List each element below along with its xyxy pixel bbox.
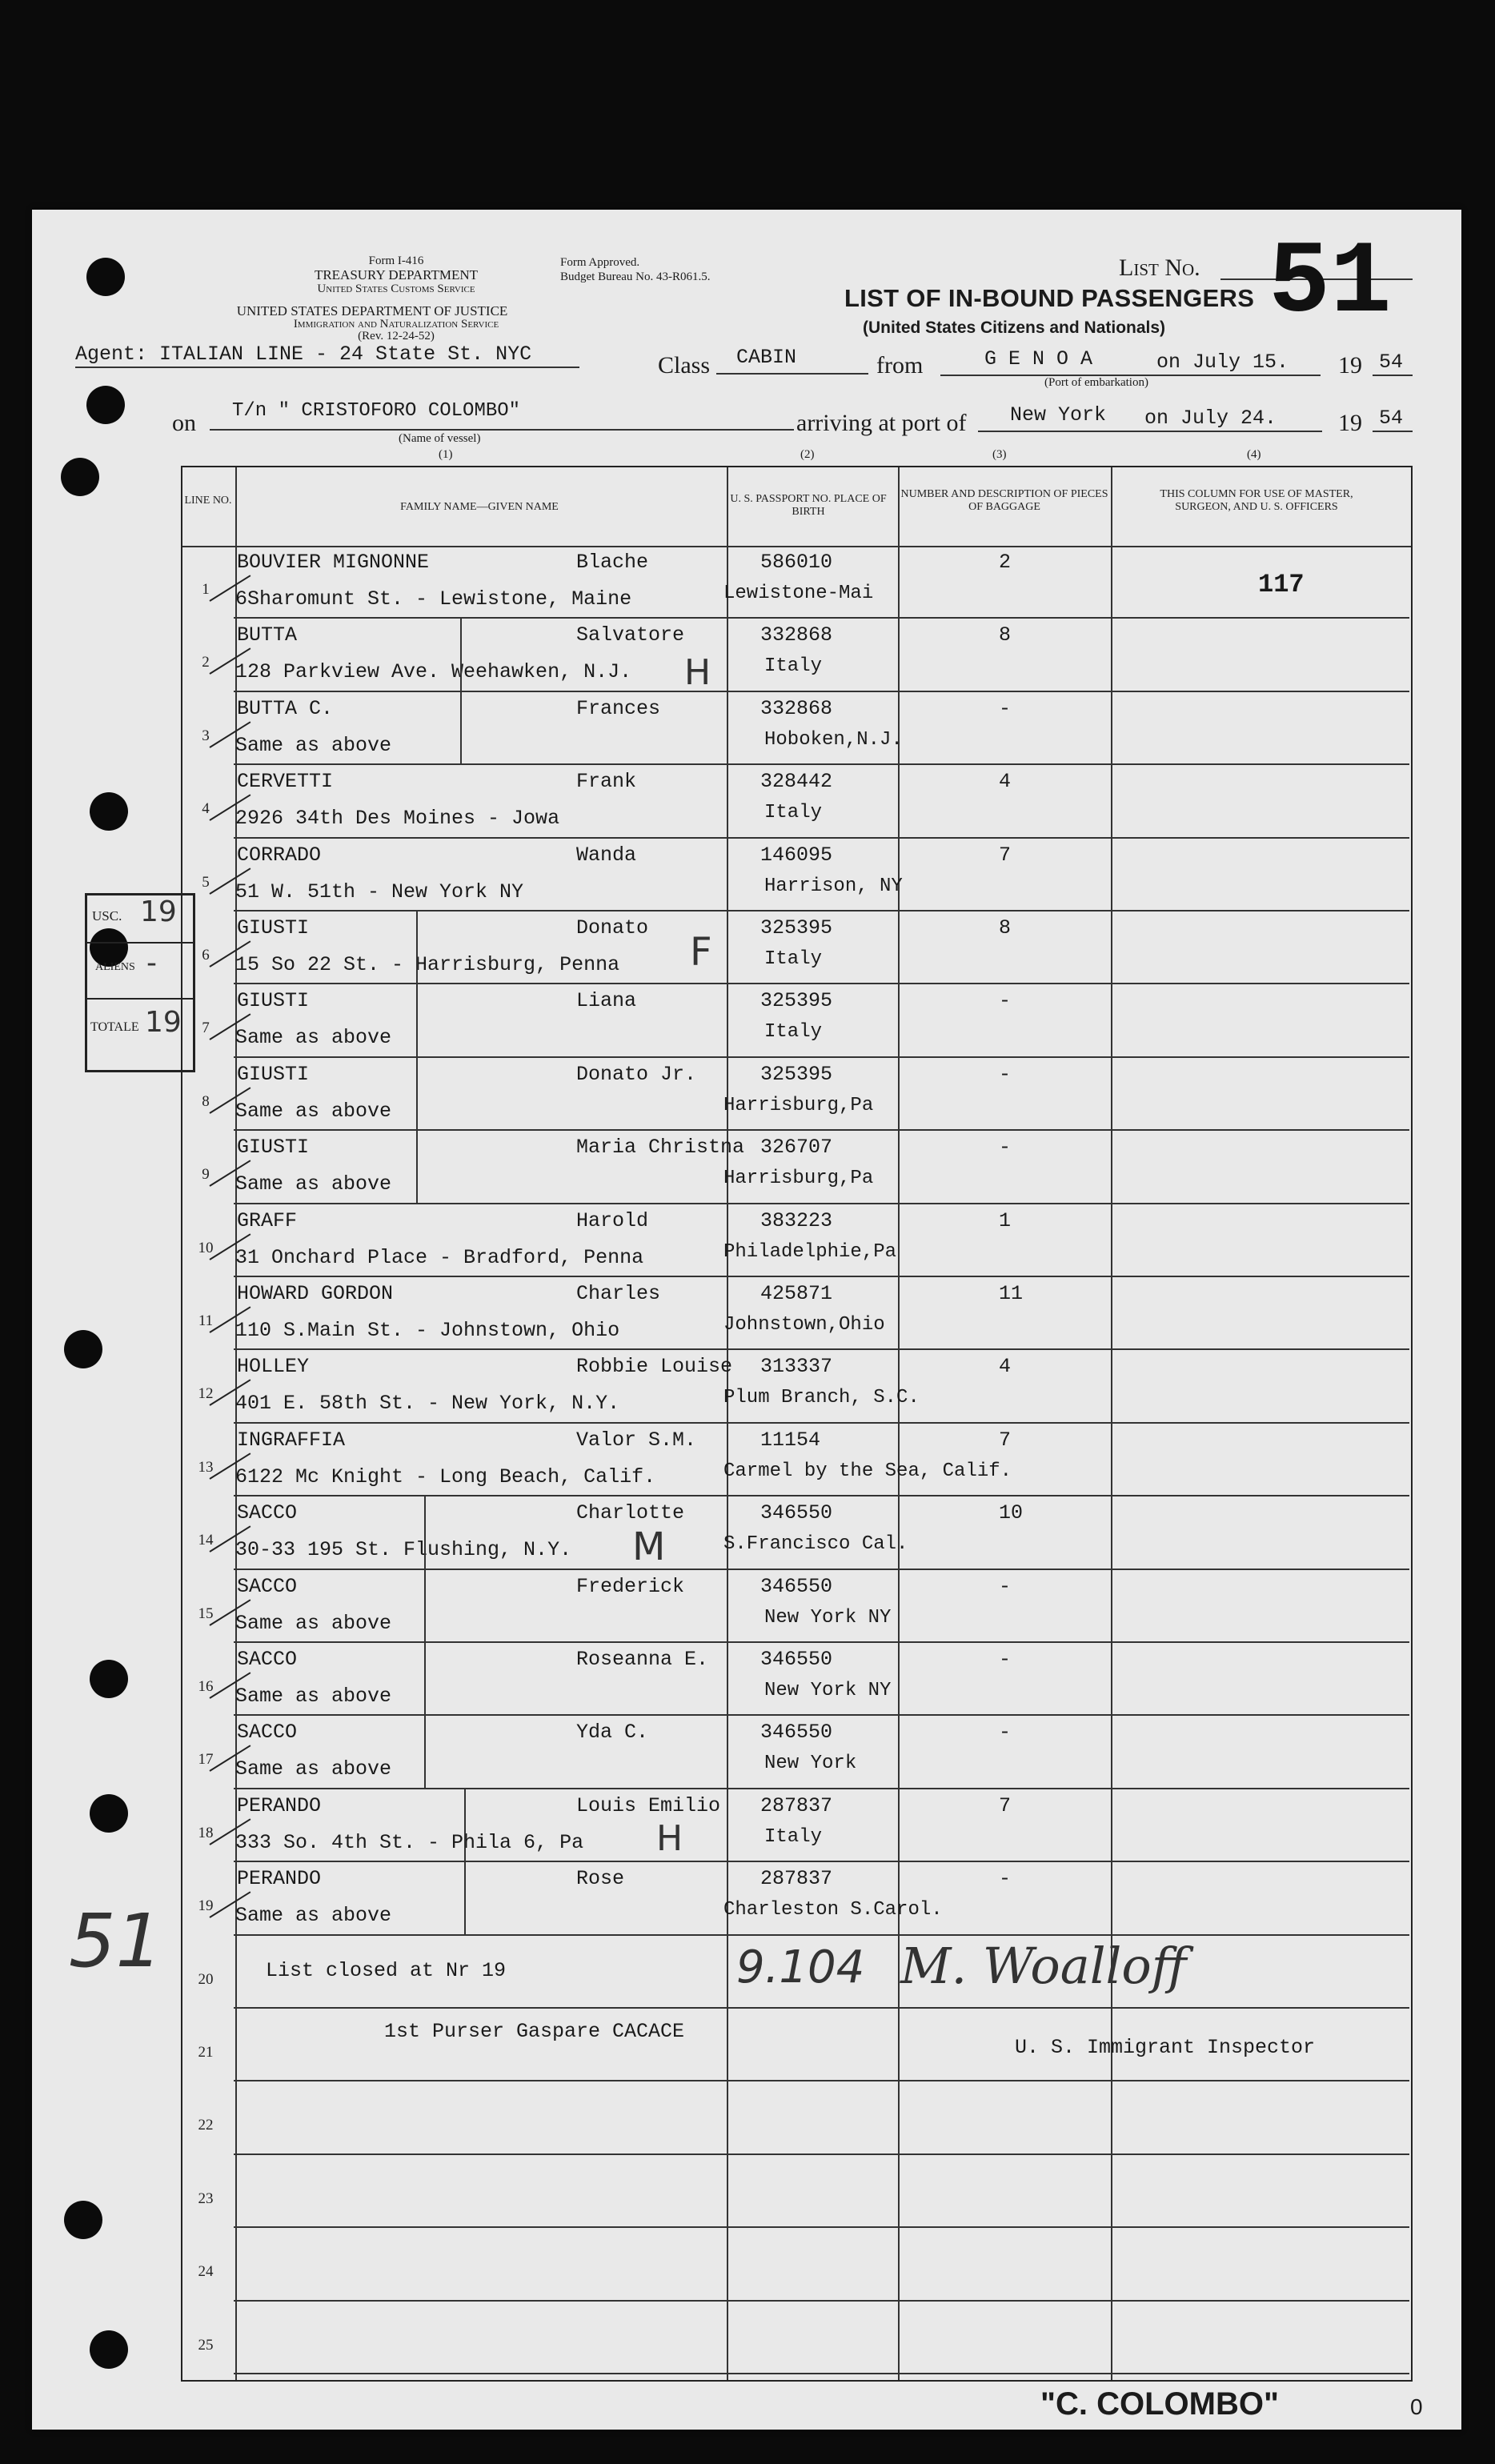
vessel-name: T/n " CRISTOFORO COLOMBO" — [232, 400, 521, 422]
col-4-number: (4) — [1247, 448, 1261, 461]
place-of-birth: S.Francisco Cal. — [723, 1533, 908, 1556]
passenger-address: Same as above — [235, 1685, 392, 1708]
place-of-birth: Italy — [764, 655, 823, 678]
agent-underline — [75, 367, 579, 368]
baggage-count: 2 — [999, 551, 1012, 574]
row-divider — [234, 1641, 1409, 1643]
line-number: 20 — [198, 1970, 214, 1988]
passport-number: 425871 — [760, 1282, 833, 1305]
passenger-address: Same as above — [235, 1611, 392, 1635]
arrival-underline — [978, 431, 1322, 432]
punch-hole — [64, 1330, 102, 1368]
col-2-number: (2) — [800, 448, 815, 461]
line-number: 22 — [198, 2117, 214, 2134]
arriving-label: arriving at port of — [796, 410, 967, 436]
passenger-given-name: Donato — [576, 916, 649, 940]
passport-number: 586010 — [760, 551, 833, 574]
passenger-family-name: GRAFF — [237, 1208, 298, 1232]
punch-hole — [86, 386, 125, 424]
passport-header: U. S. PASSPORT NO. PLACE OF BIRTH — [730, 493, 887, 518]
col-divider — [898, 467, 900, 2380]
passenger-address: 6122 Mc Knight - Long Beach, Calif. — [235, 1464, 656, 1488]
line-number: 25 — [198, 2336, 214, 2354]
list-no-label: List No. — [1119, 254, 1200, 281]
place-of-birth: Italy — [764, 802, 823, 824]
line-number: 7 — [202, 1020, 210, 1037]
row-divider — [234, 617, 1409, 619]
inspector-signature: M. Woalloff — [900, 1937, 1187, 1995]
class-label: Class — [658, 352, 711, 379]
inspector-code: 9.104 — [736, 1941, 865, 1993]
baggage-count: 4 — [999, 770, 1012, 794]
officers-header: THIS COLUMN FOR USE OF MASTER, SURGEON, AND U. S. OFFICERS — [1160, 488, 1353, 513]
line-number: 21 — [198, 2044, 214, 2061]
line-number: 11 — [198, 1312, 214, 1329]
passenger-family-name: SACCO — [237, 1574, 298, 1598]
row-divider — [234, 2007, 1409, 2009]
passenger-family-name: CERVETTI — [237, 770, 334, 794]
class-underline — [716, 373, 868, 375]
passport-number: 332868 — [760, 623, 833, 647]
mark-f: F — [690, 930, 712, 975]
place-of-birth: Harrisburg,Pa — [723, 1094, 874, 1116]
place-of-birth: Carmel by the Sea, Calif. — [723, 1460, 1012, 1482]
passenger-family-name: BUTTA — [237, 623, 298, 647]
passenger-given-name: Frederick — [576, 1574, 685, 1598]
line-number: 15 — [198, 1605, 214, 1622]
passenger-address: 6Sharomunt St. - Lewistone, Maine — [235, 587, 632, 611]
budget-bureau: Budget Bureau No. 43-R061.5. — [560, 270, 711, 283]
passport-number: 325395 — [760, 1062, 833, 1086]
baggage-count: 10 — [999, 1501, 1024, 1525]
line-number: 23 — [198, 2190, 214, 2207]
col-divider — [727, 467, 728, 2380]
passport-number: 346550 — [760, 1574, 833, 1598]
passenger-address: Same as above — [235, 1172, 392, 1196]
baggage-count: 11 — [999, 1282, 1024, 1305]
arrival-date: on July 24. — [1144, 407, 1277, 430]
list-title: LIST OF IN-BOUND PASSENGERS — [844, 284, 1255, 312]
passenger-address: Same as above — [235, 1904, 392, 1928]
punch-hole — [86, 258, 125, 296]
family-bracket — [460, 617, 462, 763]
year-value: 54 — [1379, 351, 1404, 374]
passenger-family-name: CORRADO — [237, 843, 322, 867]
passenger-given-name: Wanda — [576, 843, 637, 867]
baggage-count: - — [999, 1574, 1012, 1598]
justice-dept: UNITED STATES DEPARTMENT OF JUSTICE — [236, 303, 508, 319]
row-divider — [234, 1203, 1409, 1204]
baggage-count: 4 — [999, 1355, 1012, 1379]
place-of-birth: Lewistone-Mai — [723, 583, 874, 604]
passenger-family-name: GIUSTI — [237, 916, 310, 940]
line-number: 12 — [198, 1385, 214, 1403]
line-number: 18 — [198, 1824, 214, 1841]
passport-number: 383223 — [760, 1208, 833, 1232]
passenger-address: 51 W. 51th - New York NY — [235, 879, 524, 903]
footer-digit: 0 — [1410, 2394, 1423, 2419]
line-number: 9 — [202, 1166, 210, 1184]
baggage-count: 7 — [999, 1793, 1012, 1817]
year2-prefix: 19 — [1338, 410, 1362, 436]
from-label: from — [876, 352, 924, 379]
mark-h: H — [684, 652, 711, 693]
class-value: CABIN — [736, 346, 797, 369]
place-of-birth: Plum Branch, S.C. — [723, 1387, 920, 1409]
row-divider — [234, 2373, 1409, 2374]
passport-number: 325395 — [760, 989, 833, 1013]
passenger-given-name: Liana — [576, 989, 637, 1013]
passenger-address: 2926 34th Des Moines - Jowa — [235, 807, 560, 831]
passenger-address: 333 So. 4th St. - Phila 6, Pa — [235, 1830, 584, 1854]
passenger-given-name: Roseanna E. — [576, 1648, 709, 1671]
baggage-count: - — [999, 1721, 1012, 1745]
line-number: 1 — [202, 581, 210, 598]
row-divider — [234, 1495, 1409, 1496]
row-divider — [234, 2080, 1409, 2081]
stamp-usc-value: 19 — [140, 895, 177, 928]
row-divider — [234, 1714, 1409, 1716]
stamp-divider — [87, 942, 193, 944]
line-number: 13 — [198, 1458, 214, 1476]
passport-number: 328442 — [760, 770, 833, 794]
line-number: 3 — [202, 727, 210, 744]
passenger-given-name: Charlotte — [576, 1501, 685, 1525]
passenger-address: Same as above — [235, 1757, 392, 1781]
passenger-given-name: Frank — [576, 770, 637, 794]
passenger-given-name: Salvatore — [576, 623, 685, 647]
purser-name: 1st Purser Gaspare CACACE — [384, 2020, 685, 2043]
passport-number: 346550 — [760, 1721, 833, 1745]
passenger-family-name: INGRAFFIA — [237, 1428, 346, 1452]
passenger-given-name: Charles — [576, 1282, 661, 1305]
from-value: G E N O A — [984, 347, 1093, 371]
header-divider — [182, 546, 1411, 547]
place-of-birth: Hoboken,N.J. — [764, 728, 903, 751]
line-no-header: LINE NO. — [184, 495, 232, 507]
place-of-birth: New York NY — [764, 1680, 892, 1701]
place-of-birth: New York NY — [764, 1606, 892, 1629]
place-of-birth: Italy — [764, 948, 823, 970]
baggage-count: - — [999, 1062, 1012, 1086]
passenger-family-name: BOUVIER MIGNONNE — [237, 551, 430, 574]
place-of-birth: Italy — [764, 1825, 823, 1848]
year2-underline — [1373, 431, 1413, 432]
col-3-number: (3) — [992, 448, 1007, 461]
passenger-family-name: SACCO — [237, 1721, 298, 1745]
passenger-address: Same as above — [235, 733, 392, 757]
margin-number: 51 — [69, 1898, 163, 1984]
place-of-birth: New York — [764, 1753, 857, 1775]
line-number: 8 — [202, 1092, 210, 1110]
customs-service: United States Customs Service — [317, 282, 475, 295]
baggage-count: 8 — [999, 623, 1012, 647]
passenger-given-name: Frances — [576, 696, 661, 720]
row-divider — [234, 1788, 1409, 1789]
year-underline — [1373, 375, 1413, 376]
on-label: on — [172, 410, 196, 436]
baggage-count: - — [999, 696, 1012, 720]
family-bracket — [416, 910, 418, 1203]
passenger-address: 15 So 22 St. - Harrisburg, Penna — [235, 953, 620, 976]
stamp-aliens-label: ALIENS — [95, 961, 135, 973]
passenger-address: 401 E. 58th St. - New York, N.Y. — [235, 1392, 620, 1416]
row-divider — [234, 1569, 1409, 1570]
col-divider — [1111, 467, 1112, 2380]
passenger-family-name: HOWARD GORDON — [237, 1282, 394, 1305]
baggage-count: - — [999, 989, 1012, 1013]
passenger-address: Same as above — [235, 1099, 392, 1123]
revision: (Rev. 12-24-52) — [358, 330, 435, 343]
row-divider — [234, 2226, 1409, 2228]
passport-number: 332868 — [760, 696, 833, 720]
port-caption: (Port of embarkation) — [1044, 376, 1148, 389]
punch-hole — [90, 2330, 128, 2369]
inspector-title: U. S. Immigrant Inspector — [1015, 2036, 1316, 2059]
passenger-given-name: Maria Christna — [576, 1136, 745, 1160]
ins-service: Immigration and Naturalization Service — [293, 318, 499, 331]
row-divider — [234, 763, 1409, 765]
baggage-count: 1 — [999, 1208, 1012, 1232]
passenger-given-name: Harold — [576, 1208, 649, 1232]
punch-hole — [90, 1660, 128, 1698]
row-divider — [234, 910, 1409, 911]
place-of-birth: Harrison, NY — [764, 875, 903, 897]
line-number: 14 — [198, 1532, 214, 1549]
passenger-given-name: Louis Emilio — [576, 1793, 721, 1817]
place-of-birth: Philadelphie,Pa — [723, 1240, 897, 1263]
mark-h: H — [656, 1818, 683, 1859]
count-stamp — [85, 893, 195, 1072]
punch-hole — [61, 458, 99, 496]
passenger-given-name: Yda C. — [576, 1721, 649, 1745]
passport-number: 326707 — [760, 1136, 833, 1160]
col4-count: 117 — [1258, 570, 1305, 599]
row-divider — [234, 837, 1409, 839]
line-number: 24 — [198, 2263, 214, 2281]
passenger-family-name: BUTTA C. — [237, 696, 334, 720]
passport-number: 287837 — [760, 1867, 833, 1891]
passenger-family-name: GIUSTI — [237, 1136, 310, 1160]
row-divider — [234, 2300, 1409, 2302]
passenger-address: 110 S.Main St. - Johnstown, Ohio — [235, 1319, 620, 1342]
stamp-total-value: 19 — [145, 1006, 182, 1039]
list-subtitle: (United States Citizens and Nationals) — [863, 319, 1166, 337]
passenger-given-name: Blache — [576, 551, 649, 574]
list-closed-note: List closed at Nr 19 — [266, 1959, 507, 1982]
passenger-address: 128 Parkview Ave. Weehawken, N.J. — [235, 660, 632, 684]
year2-value: 54 — [1379, 407, 1404, 430]
passenger-given-name: Rose — [576, 1867, 625, 1891]
baggage-count: - — [999, 1136, 1012, 1160]
passport-number: 346550 — [760, 1501, 833, 1525]
name-header: FAMILY NAME—GIVEN NAME — [400, 501, 559, 513]
passenger-family-name: SACCO — [237, 1501, 298, 1525]
agent-line: Agent: ITALIAN LINE - 24 State St. NYC — [75, 343, 532, 366]
passenger-address: Same as above — [235, 1026, 392, 1050]
row-divider — [234, 1934, 1409, 1936]
passport-number: 325395 — [760, 916, 833, 940]
ship-stamp: "C. COLOMBO" — [1040, 2386, 1279, 2422]
vessel-underline — [210, 429, 794, 431]
stamp-usc-label: USC. — [92, 908, 122, 923]
passenger-family-name: GIUSTI — [237, 989, 310, 1013]
dept-title: TREASURY DEPARTMENT — [314, 267, 479, 282]
family-bracket — [424, 1495, 426, 1788]
baggage-count: 7 — [999, 1428, 1012, 1452]
passenger-given-name: Robbie Louise — [576, 1355, 733, 1379]
row-divider — [234, 1422, 1409, 1424]
passenger-family-name: PERANDO — [237, 1867, 322, 1891]
passenger-address: 31 Onchard Place - Bradford, Penna — [235, 1245, 644, 1269]
line-number: 6 — [202, 947, 210, 964]
form-number: Form I-416 — [368, 254, 424, 267]
baggage-count: 7 — [999, 843, 1012, 867]
line-number: 10 — [198, 1239, 214, 1256]
mark-m: M — [632, 1524, 666, 1569]
vessel-caption: (Name of vessel) — [399, 432, 481, 445]
passenger-family-name: HOLLEY — [237, 1355, 310, 1379]
passenger-given-name: Valor S.M. — [576, 1428, 697, 1452]
place-of-birth: Charleston S.Carol. — [723, 1899, 943, 1921]
row-divider — [234, 691, 1409, 692]
row-divider — [234, 1861, 1409, 1862]
place-of-birth: Harrisburg,Pa — [723, 1168, 874, 1190]
row-divider — [234, 1276, 1409, 1277]
passport-number: 11154 — [760, 1428, 821, 1452]
line-number: 5 — [202, 873, 210, 891]
stamp-divider — [87, 998, 193, 1000]
passenger-address: 30-33 195 St. Flushing, N.Y. — [235, 1538, 572, 1562]
arrival-port: New York — [1010, 403, 1107, 427]
col-1-number: (1) — [439, 448, 453, 461]
passport-number: 146095 — [760, 843, 833, 867]
punch-hole — [64, 2201, 102, 2239]
baggage-header: NUMBER AND DESCRIPTION OF PIECES OF BAGGAGE — [900, 488, 1108, 513]
line-number: 16 — [198, 1678, 214, 1695]
stamp-total-label: TOTALE — [90, 1020, 139, 1034]
passenger-family-name: GIUSTI — [237, 1062, 310, 1086]
baggage-count: - — [999, 1867, 1012, 1891]
line-number: 17 — [198, 1751, 214, 1769]
baggage-count: - — [999, 1648, 1012, 1671]
stamp-aliens-value: - — [146, 947, 157, 980]
punch-hole — [90, 1794, 128, 1833]
form-approved: Form Approved. — [560, 256, 640, 269]
line-number: 2 — [202, 654, 210, 671]
row-divider — [234, 1129, 1409, 1131]
passenger-family-name: PERANDO — [237, 1793, 322, 1817]
row-divider — [234, 983, 1409, 984]
from-date: on July 15. — [1156, 351, 1289, 374]
row-divider — [234, 2153, 1409, 2155]
list-number: 51 — [1269, 226, 1392, 342]
punch-hole — [90, 792, 128, 831]
baggage-count: 8 — [999, 916, 1012, 940]
line-number: 19 — [198, 1897, 214, 1915]
family-bracket — [464, 1788, 466, 1934]
passenger-family-name: SACCO — [237, 1648, 298, 1671]
row-divider — [234, 1348, 1409, 1350]
passport-number: 346550 — [760, 1648, 833, 1671]
row-divider — [234, 1056, 1409, 1058]
place-of-birth: Italy — [764, 1021, 823, 1044]
line-number: 4 — [202, 800, 210, 818]
passport-number: 313337 — [760, 1355, 833, 1379]
place-of-birth: Johnstown,Ohio — [723, 1314, 885, 1336]
passport-number: 287837 — [760, 1793, 833, 1817]
passenger-given-name: Donato Jr. — [576, 1062, 697, 1086]
year-prefix: 19 — [1338, 352, 1362, 379]
